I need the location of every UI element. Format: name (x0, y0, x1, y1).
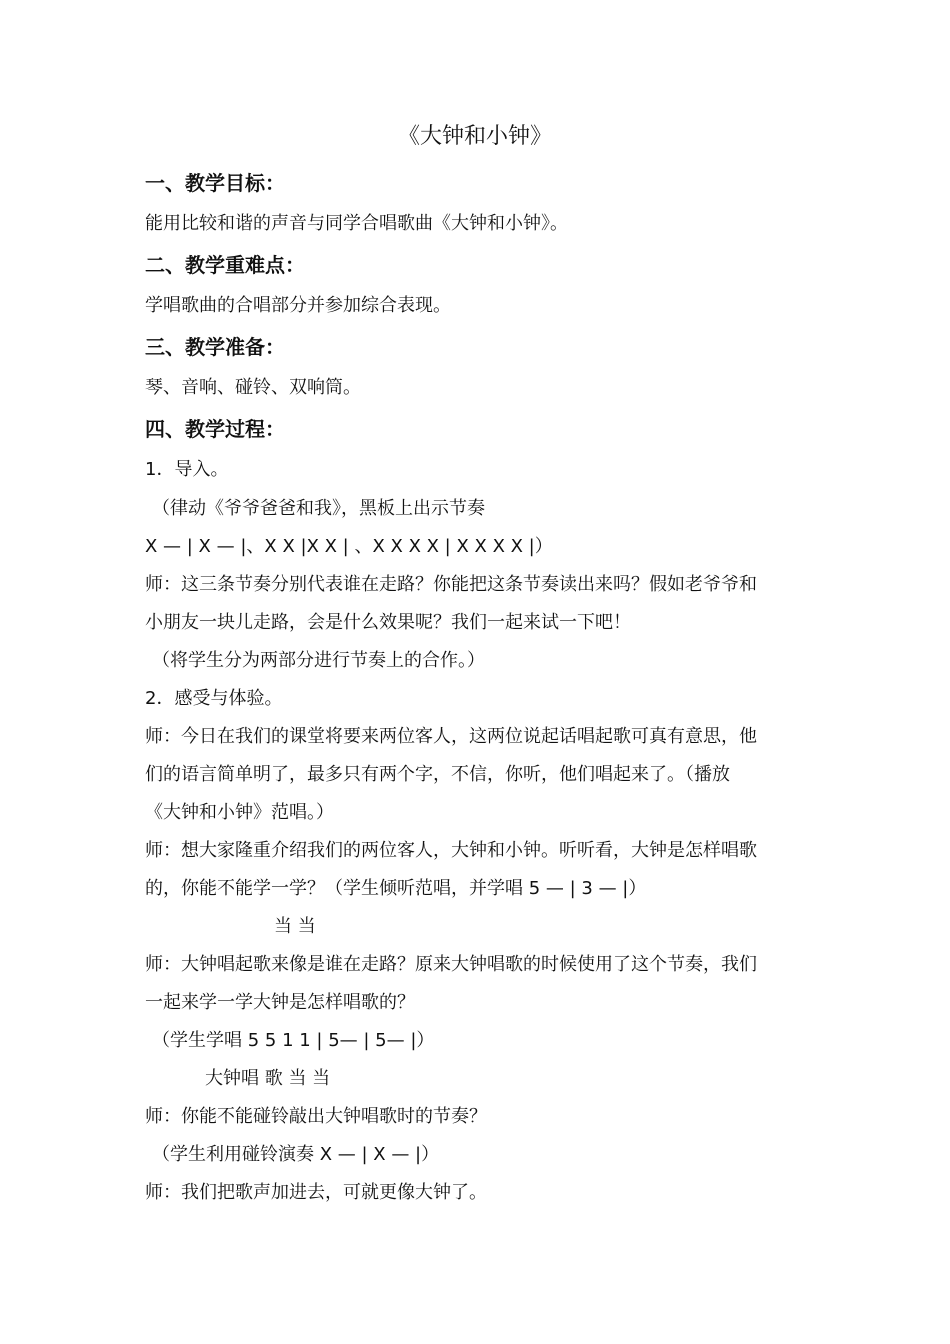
rhythm-line: X — | X — |、X X |X X | 、X X X X | X X X X |） (145, 536, 553, 557)
section-heading-preparation: 三、教学准备： (145, 335, 285, 359)
process-line-7: 2．感受与体验。 (145, 688, 283, 709)
process-line-12: 的，你能不能学一学？（学生倾听范唱，并学唱 5 — | 3 — |） (145, 878, 647, 899)
process-line-19: （学生利用碰铃演奏 X — | X — |） (152, 1144, 440, 1165)
lyric-line-2: 大钟唱 歌 当 当 (205, 1068, 331, 1089)
process-line-11: 师：想大家隆重介绍我们的两位客人，大钟和小钟。听听看，大钟是怎样唱歌 (145, 840, 757, 861)
process-line-16: （学生学唱 5 5 1 1 | 5— | 5— |） (152, 1030, 435, 1051)
process-line-4: 师：这三条节奏分别代表谁在走路？你能把这条节奏读出来吗？假如老爷爷和 (145, 574, 757, 595)
process-line-15: 一起来学一学大钟是怎样唱歌的？ (145, 992, 415, 1013)
section-heading-process: 四、教学过程： (145, 417, 285, 441)
process-line-8: 师：今日在我们的课堂将要来两位客人，这两位说起话唱起歌可真有意思，他 (145, 726, 757, 747)
key-points-text: 学唱歌曲的合唱部分并参加综合表现。 (145, 295, 451, 316)
process-line-20: 师：我们把歌声加进去，可就更像大钟了。 (145, 1182, 487, 1203)
section-heading-goal: 一、教学目标： (145, 171, 285, 195)
section-heading-key-points: 二、教学重难点： (145, 253, 305, 277)
process-line-9: 们的语言简单明了，最多只有两个字，不信，你听，他们唱起来了。（播放 (145, 764, 730, 785)
process-line-1: 1．导入。 (145, 459, 229, 480)
process-line-14: 师：大钟唱起歌来像是谁在走路？原来大钟唱歌的时候使用了这个节奏，我们 (145, 954, 757, 975)
process-line-5: 小朋友一块儿走路，会是什么效果呢？我们一起来试一下吧！ (145, 612, 631, 633)
preparation-text: 琴、音响、碰铃、双响筒。 (145, 377, 361, 398)
process-line-6: （将学生分为两部分进行节奏上的合作。） (152, 650, 485, 671)
lyric-line-1: 当 当 (274, 916, 316, 937)
process-line-2: （律动《爷爷爸爸和我》，黑板上出示节奏 (152, 498, 485, 519)
goal-text: 能用比较和谐的声音与同学合唱歌曲《大钟和小钟》。 (145, 213, 568, 234)
document-title: 《大钟和小钟》 (397, 124, 552, 149)
process-line-10: 《大钟和小钟》范唱。） (145, 802, 334, 823)
process-line-18: 师：你能不能碰铃敲出大钟唱歌时的节奏？ (145, 1106, 487, 1127)
